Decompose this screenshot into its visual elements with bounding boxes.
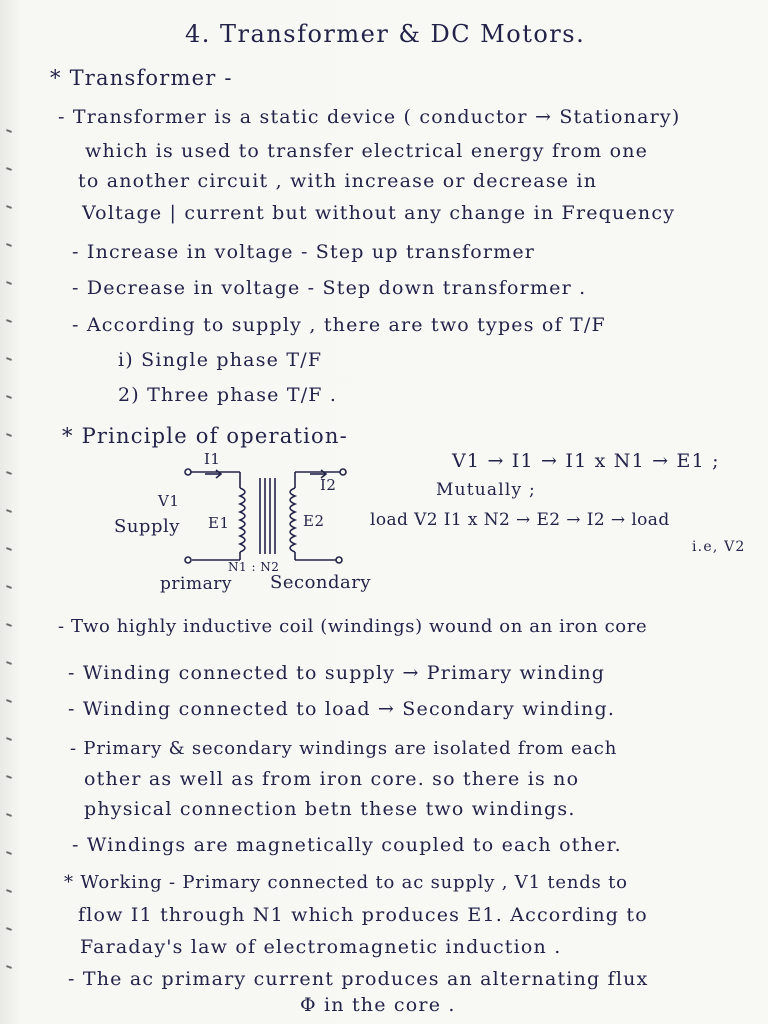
primary-label: primary [160,574,232,594]
emf-e1-label: E1 [208,514,230,532]
definition-line-4: Voltage | current but without any change in Frequency [82,202,676,224]
point-isolated-line-1: - Primary & secondary windings are isolated from each [70,738,618,759]
working-line-4: - The ac primary current produces an alternating flux [68,968,649,990]
point-magnetic-coupling: - Windings are magnetically coupled to each other. [72,834,622,856]
current-i1-label: I1 [204,450,221,468]
equation-line-3: i.e, V2 [692,539,746,555]
bullet-increase: - Increase in voltage - Step up transformer [72,241,536,263]
point-isolated-line-2: other as well as from iron core. so there is no [84,768,580,790]
working-line-1: * Working - Primary connected to ac supply , V1 tends to [64,872,628,893]
point-isolated-line-3: physical connection betn these two windings. [84,798,576,820]
turns-ratio-label: N1 : N2 [228,560,280,574]
type-single-phase: i) Single phase T/F [118,349,323,371]
type-three-phase: 2) Three phase T/F . [118,384,338,406]
section-heading-transformer: * Transformer - [50,66,233,90]
equation-mutually: Mutually ; [436,480,536,500]
definition-line-1: - Transformer is a static device ( conductor → Stationary) [58,106,681,128]
definition-line-2: which is used to transfer electrical energy from one [85,140,649,162]
bullet-decrease: - Decrease in voltage - Step down transformer . [72,277,587,299]
page-title: 4. Transformer & DC Motors. [185,20,586,48]
definition-line-3: to another circuit , with increase or decrease in [78,170,598,192]
section-heading-principle: * Principle of operation- [62,424,348,448]
working-line-3: Faraday's law of electromagnetic induction . [80,936,562,958]
point-secondary-winding: - Winding connected to load → Secondary winding. [68,698,616,720]
bullet-types: - According to supply , there are two types of T/F [72,314,606,336]
working-line-5: Φ in the core . [300,994,456,1016]
point-primary-winding: - Winding connected to supply → Primary winding [68,662,606,684]
equation-line-1: V1 → I1 → I1 x N1 → E1 ; [452,450,720,472]
equation-line-2: load V2 I1 x N2 → E2 → I2 → load [370,510,670,530]
point-core: - Two highly inductive coil (windings) wound on an iron core [58,616,648,637]
voltage-v1-label: V1 [158,492,180,510]
current-i2-label: I2 [320,476,337,494]
supply-label: Supply [114,516,180,537]
emf-e2-label: E2 [303,512,325,530]
working-line-2: flow I1 through N1 which produces E1. According to [78,904,648,926]
secondary-label: Secondary [270,572,372,593]
